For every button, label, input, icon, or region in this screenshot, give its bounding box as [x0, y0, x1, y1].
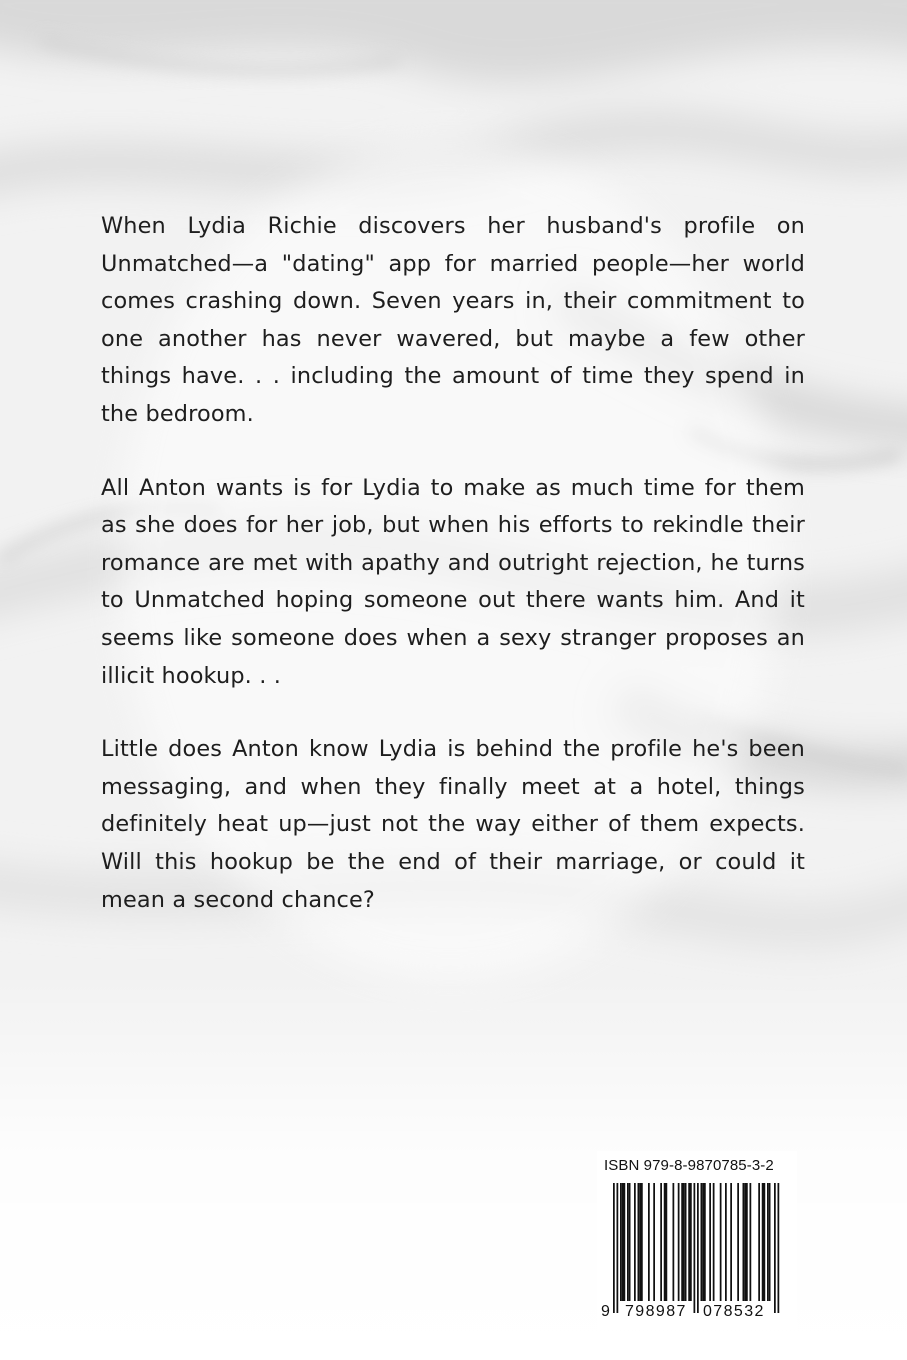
barcode-bar — [702, 1183, 704, 1301]
blurb-paragraph: All Anton wants is for Lydia to make as much time for them as she does for her job, but when his efforts to rekindle their romance are met with apathy and outright rejection, he turns to Unmatched hoping someone out there wants him. And it seems like someone does when a sexy stranger proposes an illicit hookup. . . — [101, 474, 805, 689]
barcode-bar — [683, 1183, 685, 1301]
barcode-bar — [629, 1183, 631, 1301]
barcode-bar — [720, 1183, 722, 1301]
barcode-bar — [694, 1183, 696, 1313]
barcode-bar — [613, 1183, 615, 1313]
barcode-bar — [653, 1183, 655, 1301]
barcode-left-digits: 798987 — [625, 1303, 687, 1320]
back-cover-blurb — [101, 208, 805, 955]
barcode-bar — [725, 1183, 727, 1301]
barcode-right-digits: 078532 — [703, 1303, 765, 1320]
barcode-bar — [758, 1183, 760, 1301]
barcode-bar — [762, 1183, 764, 1301]
barcode-bar — [769, 1183, 771, 1301]
barcode-bar — [685, 1183, 687, 1301]
barcode-bar — [704, 1183, 706, 1301]
barcode-bar — [622, 1183, 624, 1301]
barcode-bar — [737, 1183, 739, 1301]
barcode-bar — [709, 1183, 711, 1301]
barcode-bar — [666, 1183, 668, 1301]
barcode-bar — [617, 1183, 619, 1313]
barcode-bar — [641, 1183, 643, 1301]
barcode-bar — [764, 1183, 766, 1301]
barcode-bar — [697, 1183, 699, 1313]
barcode-bar — [638, 1183, 640, 1301]
barcode-bar — [778, 1183, 780, 1313]
barcode-bar — [634, 1183, 636, 1301]
barcode-bar — [639, 1183, 641, 1301]
barcode-bar — [648, 1183, 650, 1301]
barcode-bar — [688, 1183, 690, 1301]
barcode-bar — [750, 1183, 752, 1301]
barcode-bar — [713, 1183, 715, 1301]
blurb-paragraph: Little does Anton know Lydia is behind the profile he's been messaging, and when they finally meet at a hotel, things definitely heat up—just not the way either of them expects. Will this hookup be the end of their marriage, or could it mean a second chance? — [101, 736, 805, 913]
barcode-bar — [743, 1183, 745, 1301]
barcode-bar — [660, 1183, 662, 1301]
barcode-bar — [620, 1183, 622, 1301]
barcode-bar — [774, 1183, 776, 1313]
blurb-paragraph: When Lydia Richie discovers her husband's profile on Unmatched—a "dating" app for married people—her world comes crashing down. Seven years in, their commitment to one another has never wavered, but maybe a few other things have. . . including the amount of time they spend in the bedroom. — [101, 213, 805, 427]
barcode-bar — [730, 1183, 732, 1301]
barcode-bar — [627, 1183, 629, 1301]
barcode-bar — [664, 1183, 666, 1301]
barcode-bar — [681, 1183, 683, 1301]
barcode-bar — [673, 1183, 675, 1301]
barcode-lead-digit: 9 — [601, 1303, 610, 1320]
isbn-barcode — [597, 1151, 797, 1329]
isbn-label: ISBN 979-8-9870785-3-2 — [604, 1157, 774, 1174]
barcode-bar — [624, 1183, 626, 1301]
barcode-bar — [746, 1183, 748, 1301]
barcode-bar — [678, 1183, 680, 1301]
barcode-bar — [767, 1183, 769, 1301]
barcode-bar — [690, 1183, 692, 1301]
barcode-bar — [701, 1183, 703, 1301]
barcode-bar — [744, 1183, 746, 1301]
